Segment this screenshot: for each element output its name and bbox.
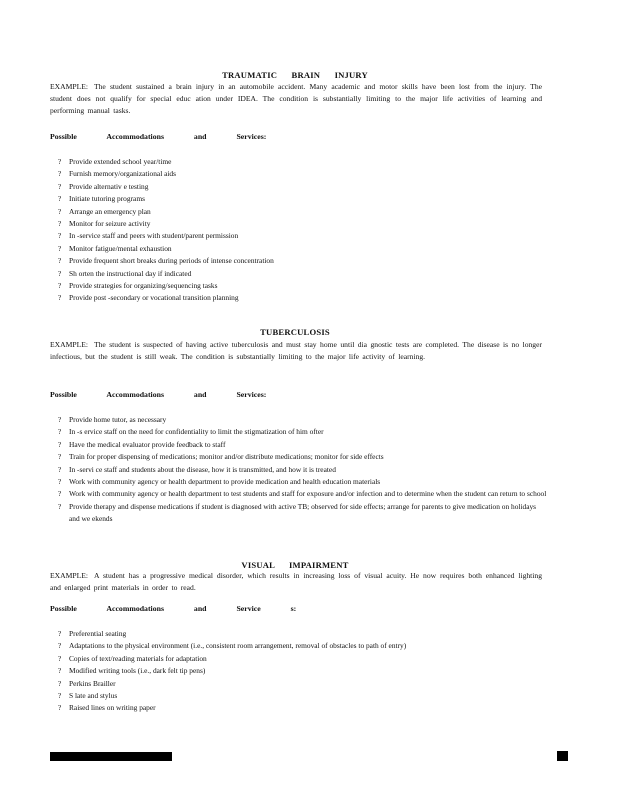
bullet-marker: ? — [58, 256, 62, 266]
list-item-text: Perkins Brailler — [69, 678, 116, 688]
list-item — [58, 218, 548, 230]
bullet-marker: ? — [58, 427, 62, 437]
accommodations-list-visual-impairment — [58, 628, 548, 715]
accommodations-heading-visual-impairment: Possible Accommodations and Service s: — [50, 604, 297, 613]
list-item — [58, 193, 548, 205]
list-item — [58, 156, 548, 168]
bullet-marker: ? — [58, 653, 62, 663]
bullet-marker: ? — [58, 452, 62, 462]
list-item — [58, 665, 548, 677]
footer-square — [557, 751, 568, 761]
list-item — [58, 628, 548, 640]
list-item — [58, 451, 548, 463]
section-title-tuberculosis: TUBERCULOSIS — [260, 327, 330, 337]
accommodations-heading-tuberculosis: Possible Accommodations and Services: — [50, 390, 267, 399]
bullet-marker: ? — [58, 169, 62, 179]
list-item-text: In -service staff and peers with student/parent permission — [69, 231, 239, 241]
bullet-marker: ? — [58, 678, 62, 688]
list-item — [58, 268, 548, 280]
bullet-marker: ? — [58, 243, 62, 253]
example-label: EXAMPLE: — [50, 82, 88, 91]
list-item-text: Modified writing tools (i.e., dark felt tip pens) — [69, 666, 206, 676]
list-item-text: Train for proper dispensing of medications; monitor and/or distribute medications; monitor for side effects — [69, 452, 384, 462]
example-label: EXAMPLE: — [50, 571, 88, 580]
list-item — [58, 678, 548, 690]
bullet-marker: ? — [58, 489, 62, 499]
list-item-text: S late and stylus — [69, 691, 118, 701]
list-item-text: Adaptations to the physical environment (i.e., consistent room arrangement, removal of obstacles to path of entry) — [69, 641, 407, 651]
list-item-text: Arrange an emergency plan — [69, 206, 151, 216]
list-item — [58, 255, 548, 267]
list-item-text: In -s ervice staff on the need for confidentiality to limit the stigmatization of him ofter — [69, 427, 324, 437]
list-item — [58, 464, 548, 476]
list-item-text: Provide extended school year/time — [69, 157, 172, 166]
example-text: The student sustained a brain injury in an automobile accident. Many academic and motor skills have been lost from the injury. The student does not qualify for special educ ation under IDEA. The condition is substantially limiting to the major life activities of learning and performing manual tasks. — [50, 82, 542, 115]
list-item — [58, 181, 548, 193]
list-item-text: Sh orten the instructional day if indicated — [69, 268, 192, 278]
list-item-text: In -servi ce staff and students about the disease, how it is transmitted, and how it is treated — [69, 464, 336, 474]
bullet-marker: ? — [58, 194, 62, 204]
list-item-text: Furnish memory/organizational aids — [69, 169, 177, 179]
bullet-marker: ? — [58, 181, 62, 191]
list-item-text: Provide home tutor, as necessary — [69, 415, 167, 424]
list-item-text: Have the medical evaluator provide feedback to staff — [69, 439, 226, 449]
list-item-text: Initiate tutoring programs — [69, 194, 145, 204]
list-item-text: Copies of text/reading materials for adaptation — [69, 653, 207, 663]
bullet-marker: ? — [58, 157, 62, 166]
bullet-marker: ? — [58, 281, 62, 291]
list-item-text: Work with community agency or health department to test students and staff for exposure and/or infection and to determine when the student can return to school — [69, 489, 547, 499]
list-item-text: Monitor for seizure activity — [69, 219, 151, 229]
bullet-marker: ? — [58, 268, 62, 278]
list-item-text: Monitor fatigue/mental exhaustion — [69, 243, 172, 253]
list-item — [58, 168, 548, 180]
list-item — [58, 243, 548, 255]
list-item-text: Work with community agency or health department to provide medication and health education materials — [69, 477, 381, 487]
example-label: EXAMPLE: — [50, 340, 88, 349]
bullet-marker: ? — [58, 219, 62, 229]
bullet-marker: ? — [58, 641, 62, 651]
list-item — [58, 501, 548, 526]
section-title-traumatic-brain-injury: TRAUMATIC BRAIN INJURY — [222, 70, 368, 80]
accommodations-list-tbi — [58, 156, 548, 305]
list-item-text: Preferential seating — [69, 629, 127, 638]
example-text: The student is suspected of having active tuberculosis and must stay home until dia gnostic tests are completed. The disease is no longer infectious, but the student is still weak. The condition is substantially limiting to the major life activity of learning. — [50, 340, 542, 361]
accommodations-heading-tbi: Possible Accommodations and Services: — [50, 132, 267, 141]
list-item-text: Provide therapy and dispense medications if student is diagnosed with active TB; observed for side effects; arrange for parents to give medication on holidays and we ekends — [69, 501, 537, 524]
list-item — [58, 426, 548, 438]
section-title-visual-impairment: VISUAL IMPAIRMENT — [241, 560, 349, 570]
list-item-text: Provide post -secondary or vocational transition planning — [69, 293, 239, 303]
bullet-marker: ? — [58, 666, 62, 676]
list-item — [58, 230, 548, 242]
example-paragraph-visual-impairment — [50, 570, 542, 594]
accommodations-list-tuberculosis — [58, 414, 548, 526]
bullet-marker: ? — [58, 439, 62, 449]
list-item — [58, 292, 548, 304]
list-item-text: Provide alternativ e testing — [69, 181, 149, 191]
list-item — [58, 439, 548, 451]
list-item — [58, 702, 548, 714]
bullet-marker: ? — [58, 703, 62, 713]
bullet-marker: ? — [58, 231, 62, 241]
list-item-text: Provide frequent short breaks during periods of intense concentration — [69, 256, 274, 266]
list-item — [58, 280, 548, 292]
example-paragraph-tuberculosis — [50, 339, 542, 363]
example-paragraph-tbi — [50, 81, 542, 117]
bullet-marker: ? — [58, 629, 62, 638]
list-item — [58, 488, 548, 500]
bullet-marker: ? — [58, 691, 62, 701]
list-item — [58, 653, 548, 665]
bullet-marker: ? — [58, 415, 62, 424]
bullet-marker: ? — [58, 206, 62, 216]
bullet-marker: ? — [58, 501, 62, 511]
footer-bar — [50, 752, 172, 761]
list-item-text: Raised lines on writing paper — [69, 703, 156, 713]
list-item — [58, 690, 548, 702]
example-text: A student has a progressive medical disorder, which results in increasing loss of visual acuity. He now requires both enhanced lighting and enlarged print materials in order to read. — [50, 571, 542, 592]
list-item — [58, 414, 548, 426]
list-item-text: Provide strategies for organizing/sequencing tasks — [69, 281, 218, 291]
list-item — [58, 476, 548, 488]
bullet-marker: ? — [58, 293, 62, 303]
list-item — [58, 206, 548, 218]
list-item — [58, 640, 548, 652]
bullet-marker: ? — [58, 477, 62, 487]
bullet-marker: ? — [58, 464, 62, 474]
